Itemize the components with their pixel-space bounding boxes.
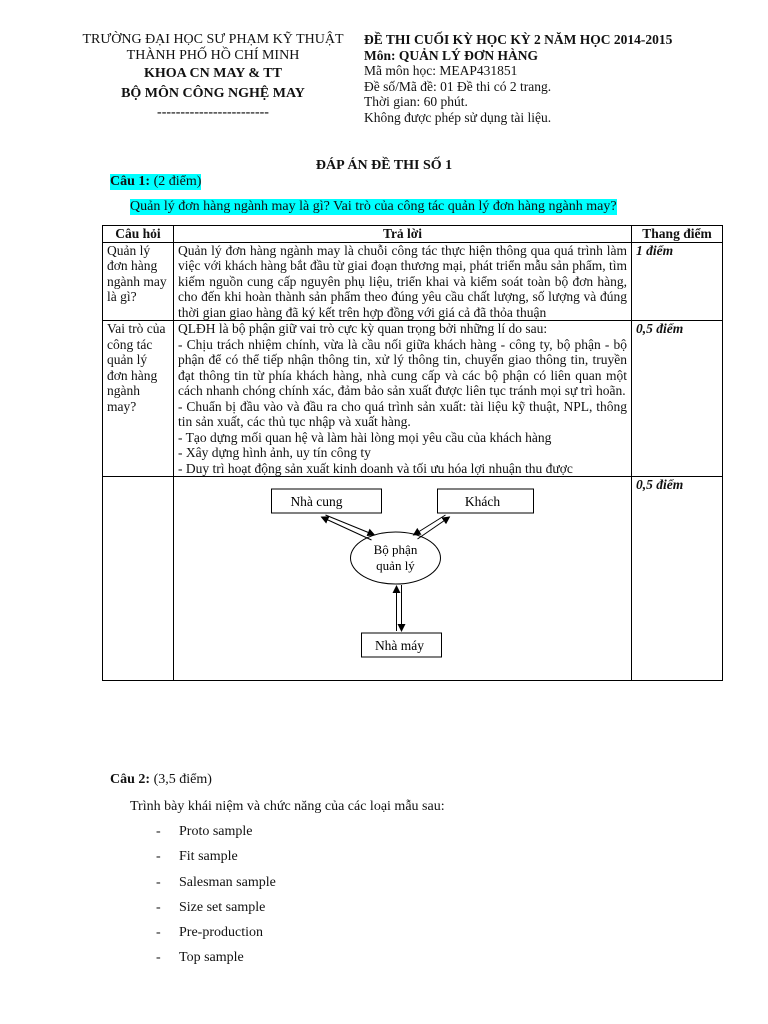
row2-bullet: - Duy trì hoạt động sản xuất kinh doanh và tối ưu hóa lợi nhuận thu được [178,460,573,476]
sample-name: Salesman sample [179,874,276,890]
course-code: Mã môn học: MEAP431851 [364,63,518,78]
list-dash: - [156,849,161,865]
question-1-points: (2 điểm) [153,174,202,189]
question-1-label: Câu 1: [110,174,151,189]
center-label-1: Bộ phận [373,542,418,557]
list-dash: - [156,874,161,890]
row2-intro: QLĐH là bộ phận giữ vai trò cực kỳ quan trọng bởi những lí do sau: [178,321,548,336]
sample-list [156,823,276,975]
row2-bullet: - Chuẩn bị đầu vào và đầu ra cho quá trình sản xuất: tài liệu kỹ thuật, NPL, thông tin sản xuất, các thủ tục nhập và xuất hàng. [178,398,627,429]
list-item [156,874,276,899]
faculty-name: KHOA CN MAY & TT [144,66,282,81]
list-item [156,823,276,848]
exam-header [364,32,764,125]
list-item [156,848,276,873]
list-item [156,899,276,924]
header-divider: ------------------------ [157,105,269,120]
list-dash: - [156,899,161,915]
row2-bullet: - Chịu trách nhiệm chính, vừa là cầu nối giữa khách hàng - công ty, bộ phận - bộ phận để có thể tiếp nhận thông tin, xử lý thông tin, chuyển giao thông tin, truyền đạt thông tin từ phía khách hàng, nhà cung cấp và các bộ phận có liên quan một cách nhanh chóng chính xác, đảm bảo sản xuất được liên tục tránh mọi sự trì hoãn. [178,336,627,398]
header-score: Thang điểm [632,226,723,243]
sample-name: Fit sample [179,849,238,865]
row2-bullet: - Tạo dựng mối quan hệ và làm hài lòng mọi yêu cầu của khách hàng [178,429,552,445]
answer-table [102,225,723,681]
sample-name: Size set sample [179,899,266,915]
row3-question [103,477,174,681]
list-dash: - [156,925,161,941]
question-1-statement: Quản lý đơn hàng ngành may là gì? Vai trò của công tác quản lý đơn hàng ngành may? [130,199,617,214]
row1-question: Quản lý đơn hàng ngành may là gì? [103,242,174,321]
arrow [418,517,450,539]
row2-score: 0,5 điểm [632,321,723,477]
row2-bullet: - Xây dựng hình ảnh, uy tín công ty [178,445,371,460]
diagram-cell [174,477,632,681]
arrow [414,515,446,535]
sample-name: Pre-production [179,925,263,941]
question-1-heading [110,174,201,190]
question-2-points: (3,5 điểm) [153,772,212,787]
page-title: ĐÁP ÁN ĐỀ THI SỐ 1 [315,158,453,173]
subject-name: Môn: QUẢN LÝ ĐƠN HÀNG [364,47,538,63]
exam-title: ĐỀ THI CUỐI KỲ HỌC KỲ 2 NĂM HỌC 2014-2015 [364,32,673,47]
center-label-2: quản lý [376,558,415,573]
row1-answer: Quản lý đơn hàng ngành may là chuỗi công tác thực hiện thông qua quá trình làm việc với khách hàng bắt đầu từ giai đoạn thương mại, phát triển mẫu sản phẩm, tìm kiếm nguồn cung cấp nguyên phụ liệu, triển khai và kiểm soát toàn bộ đơn hàng, cho đến khi hoàn thành sản phẩm theo đúng yêu cầu chất lượng, số lượng và đúng thời gian giao hàng đã ký kết trên hợp đồng với giá cả đã thỏa thuận [174,242,632,321]
question-2-label: Câu 2: [110,772,151,787]
list-item [156,949,276,974]
exam-rules: Không được phép sử dụng tài liệu. [364,109,552,125]
table-row [103,242,723,321]
arrow [322,517,372,540]
sample-name: Top sample [179,950,244,966]
arrow [326,515,375,535]
school-name: TRƯỜNG ĐẠI HỌC SƯ PHẠM KỸ THUẬT [82,32,344,47]
customer-label: Khách [464,494,501,509]
header-answer: Trả lời [174,226,632,243]
row2-question: Vai trò của công tác quản lý đơn hàng ngành may? [103,321,174,477]
row3-score: 0,5 điểm [632,477,723,681]
question-2-statement: Trình bày khái niệm và chức năng của các loại mẫu sau: [130,799,445,814]
list-item [156,924,276,949]
management-diagram [174,477,631,680]
factory-label: Nhà máy [374,638,425,653]
table-row [103,321,723,477]
question-2-heading [110,772,212,788]
table-row [103,477,723,681]
row2-answer [174,321,632,477]
row1-score: 1 điểm [632,242,723,321]
exam-duration: Thời gian: 60 phút. [364,94,468,109]
supplier-label: Nhà cung [290,494,343,509]
department-name: BỘ MÔN CÔNG NGHỆ MAY [121,85,305,101]
city-name: THÀNH PHỐ HỒ CHÍ MINH [126,47,300,63]
school-header [72,32,354,121]
list-dash: - [156,824,161,839]
list-dash: - [156,950,161,966]
exam-code: Đề số/Mã đề: 01 Đề thi có 2 trang. [364,78,552,94]
table-header-row [103,226,723,243]
sample-name: Proto sample [179,824,253,839]
header-question: Câu hỏi [103,226,174,243]
